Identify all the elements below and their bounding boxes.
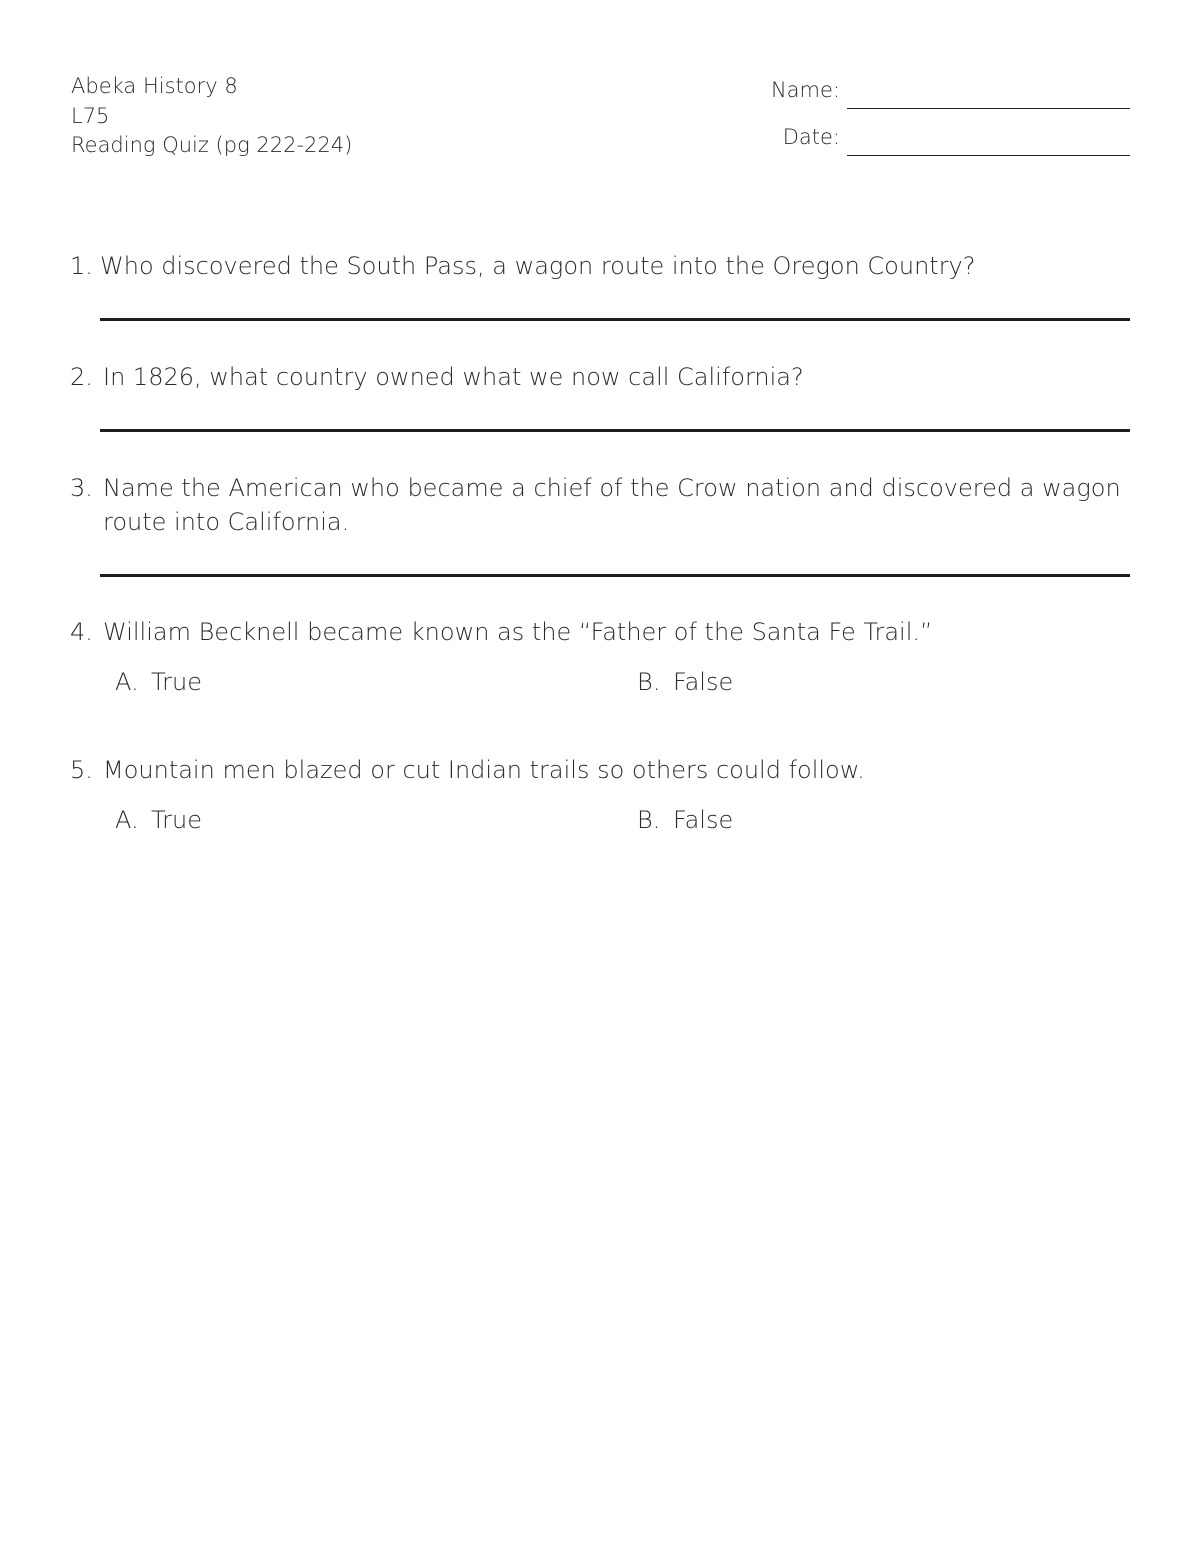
choice-text: False <box>673 806 734 834</box>
choice-b-false[interactable] <box>637 806 733 834</box>
question-2 <box>70 360 1130 394</box>
lesson-number: L75 <box>71 103 110 128</box>
date-label: Date: <box>782 125 840 149</box>
question-text: Name the American who became a chief of the Crow nation and discovered a wagon route into California. <box>103 474 1121 536</box>
choice-text: True <box>151 668 202 696</box>
choice-b-false[interactable] <box>637 668 733 696</box>
header-info <box>71 72 352 161</box>
answer-line-2[interactable] <box>100 429 1130 432</box>
course-title: Abeka History 8 <box>71 74 238 98</box>
choice-text: True <box>151 806 202 834</box>
choice-letter: A. <box>115 668 139 696</box>
date-blank-line[interactable] <box>847 155 1130 156</box>
choice-a-true[interactable] <box>115 668 202 696</box>
choice-text: False <box>673 668 734 696</box>
question-number: 3. <box>70 474 93 502</box>
answer-line-3[interactable] <box>100 574 1130 577</box>
choice-letter: B. <box>637 806 661 834</box>
question-4 <box>70 615 1130 649</box>
choice-letter: A. <box>115 806 139 834</box>
name-field[interactable] <box>720 74 1130 114</box>
question-number: 1. <box>70 252 93 280</box>
question-number: 5. <box>70 756 93 784</box>
question-text: Mountain men blazed or cut Indian trails so others could follow. <box>103 756 865 784</box>
question-text: In 1826, what country owned what we now call California? <box>103 363 804 391</box>
answer-line-1[interactable] <box>100 318 1130 321</box>
question-number: 2. <box>70 363 93 391</box>
question-number: 4. <box>70 618 93 646</box>
question-5 <box>70 753 1130 787</box>
name-label: Name: <box>770 78 840 102</box>
date-field[interactable] <box>720 121 1130 161</box>
question-1 <box>70 249 1130 283</box>
name-blank-line[interactable] <box>847 108 1130 109</box>
choice-a-true[interactable] <box>115 806 202 834</box>
question-3 <box>70 471 1130 539</box>
choice-letter: B. <box>637 668 661 696</box>
question-text: Who discovered the South Pass, a wagon route into the Oregon Country? <box>100 252 976 280</box>
quiz-title: Reading Quiz (pg 222-224) <box>71 133 353 157</box>
question-text: William Becknell became known as the “Father of the Santa Fe Trail.” <box>103 618 933 646</box>
